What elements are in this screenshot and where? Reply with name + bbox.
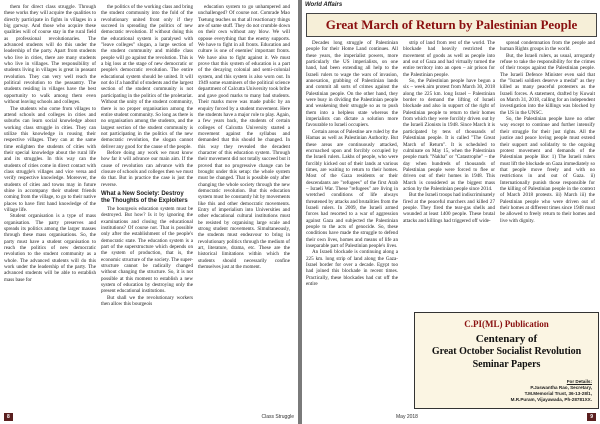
ad-publisher: C.PI(ML) Publication [464, 319, 549, 329]
section-label: World Affairs [305, 2, 343, 8]
ad-contact [511, 379, 592, 403]
page-number: 8 [4, 413, 13, 421]
ad-title-line-1: Centenary of [475, 333, 538, 345]
paragraph: Before doing any work we must know how far it will advance our main aim. If the cause of revolution can advance with the closure of schools and colleges then we must do that. But in practice the case is just the reverse. [101, 149, 193, 188]
left-column-3 [198, 4, 290, 270]
right-column-3 [500, 40, 595, 224]
section-heading: What a New Society: Destroy the Thoughts of the Exploiters [101, 190, 188, 204]
paragraph: So, the Palestinian people have no other way except to continue and further intensify their struggle for their just rights. All the justice and peace loving people must extend their support and solidarity to the ongoing protest movement and demands of the Palestinian people like: 1) The Israeli rulers must lift the blockade on Gaza immediately so that people move freely and with no restrictions in and out of Gaza. ii) Internationally punish those responsible for the killing of Palestinian people in the context of March 2018 protests. iii) March iii) the Palestinian people who were driven out of their homes at different times since 1948 must be allowed to freely return to their homes and live with dignity. [500, 116, 595, 224]
paragraph: Certain areas of Palestine are ruled by the Hamas as well as Palestinian Authority. But these areas are continuously attacked, encroached upon and forcibly occupied by the Israeli rulers. Lakhs of people, who were forcibly kicked out of their lands at various times, are waiting to return to their homes. Most of the Gaza residents or their descendants are "refugees" of the first Arab – Israeli War. These "refugees" are living in wretched conditions of life always threatened by attacks and brutalities from the Israeli rulers. In 2009, the Israeli armed forces had resorted to a war of aggression against Gaza and subjected the Palestinian people to the acts of genocide. So, these conditions have made the struggle to defend their own lives, homes and means of life an inseparable part of Palestinian people's lives. [306, 128, 398, 249]
paragraph: the politics of the working class and bring the student community into the fold of the revolutionary united front only if they succeed in spreading the politics of new democratic revolution. If without doing this the educational system is paralysed with "leave colleges" slogan, a large section of the student community and middle class people will go against the revolution. This is a big loss at the stage of new democratic or people's democratic revolution. The entire educational system should be united. It will not do if a handful of students and the largest section of the student community is not participating in the politics of the proletariat. Without the unity of the student community, there is no proper organisation among the entire student community. So long as there is no organisation among the students, and the largest section of the student community is not participating in the politics of the new democratic revolution, the slogan cannot deliver any good for the cause of the people. [101, 4, 193, 150]
paragraph: education system to go unhampered and unchallenged? Of course not. Comrade Mao Tsetung teaches us that all reactionary things are of same stuff. They do not crumble down on their own without any blow. We will oppose everything that the enemy supports. We have to fight in all fronts. Education and culture is one of enemies' important fronts. We have also to fight against it. We must prove that this system of education is a part of the decaying colonial and semi-colonial system, and this system is also worn out. In 1949 some examiners of the political science department of Calcutta University took bribe and gave good marks to many bad students. Their marks move was made public by an enquiry forced by a student movement. Here the students have a major role to play. Again, a few years back, the students of certain colleges of Calcutta University started a movement against the syllabus and demanded that this should be changed. In this way they revealed the decadent character of this education system. Through their movement did not totally succeed but it proved that no progressive change can be brought under this setup: the whole system must be changed. That is possible only after changing the whole society through the new democratic revolution. But this education system must be constantly hit by movements like this and other democratic movements. Entry of imperialism into Universities and other educational cultural institutions must be resisted by organising large scale and strong student movements. Simultaneously, the students must endeavour to bring in revolutionary politics through the medium of art, literature, drama, etc. These are the historical limitations within which the students should necessarily confine themselves just at the moment. [198, 4, 290, 271]
left-footer [4, 413, 294, 421]
paragraph: strip of land from rest of the world. The blockade had heavily restricted the movement of goods as well as people into and out of Gaza and had virtually turned the entire territory into an open – air prison for the Palestinian people. [403, 40, 495, 78]
paragraph: The bourgeois education system must be destroyed. But how? Is it by ignoring the examinations and closing the educational institutions? Of course not. That is possible only after the establishment of the people's democratic state. The education system is a part of the superstructure which depends on the system of production, that is, the economic structure of the society. The super-structure cannot be radically changed without changing the structure. So, it is not possible at this moment to establish a new system of education by destroying only the present educational institutions. [101, 205, 193, 295]
paragraph: Student organisation is a type of mass organisation. The party preserves and spreads its politics among the larger masses through these mass organisations. So, the party must have a student organisation to reach the politics of new democratic revolution to the student community as a whole. The advanced students will do this work under the leadership of the party. The advanced students will be able to establish mass base for [4, 213, 96, 283]
paragraph: The students who come from villages to attend schools and colleges in cities and suburbs can learn social knowledge about working class struggle in cities. They can utilize this knowledge in rousing their respective villages. They can at the same time enlighten the students of cities with their special knowledge about the rural life and its struggles. In this way can the students of cities come in direct contact with class struggle's villages and vice versa and verify respective knowledge. Moreover, the students of cities and towns may in future shine in accompany their student friends coming from the village, to go to their native places to have first hand knowledge of the village life. [4, 105, 96, 213]
paragraph: But, the Israeli rulers, as usual, arrogantly refuse to take the responsibility for the crimes of their troops against the Palestinian people. The Israeli Defence Minister even said that the "Israeli soldiers deserve a medal" as they killed as many peaceful protesters as the Israeli forces. A statement, drafted by Kuwait on March 31, 2018, calling for an independent investigation into the killings was blocked by the US in the UNSC. [500, 52, 595, 116]
ad-title-line-2: Great October Socialist Revolution [431, 346, 582, 357]
paragraph: Decades long struggle of Palestinian people for their Home Land continues. All these years, the imperialist powers, more particularly the US imperialists, on one hand, had been extending all help to the Israeli rulers to wage the wars of invasion, annexation, grabbing of Palestinian lands and commit all sorts of crimes against the Palestinian people. On the other hand, they were busy in dividing the Palestinian people and weakening their struggle so as to push them into a helpless state whereas the imperialists can dictate a solution more favourable to Israeli occupiers. [306, 40, 398, 129]
ad-contact-heading: For Details: [566, 379, 592, 384]
left-column-2 [101, 4, 193, 307]
ad-contact-line: M.R.Puram, Vijayawada, Ph-28781XX. [510, 397, 592, 402]
ad-contact-line: P.Jaswantha Rao, Secretary, [530, 385, 592, 390]
page-number: 9 [587, 413, 596, 421]
right-column-2 [403, 40, 495, 224]
paragraph: But the Israeli troops had indiscriminately fired at the peaceful marchers and killed 27 people. They fired the tear-gas shells and wounded at least 1400 people. These brutal attacks and killings had triggered off wide- [403, 192, 495, 224]
paragraph: spread condemnation from the people and human Rights groups in the world. [500, 40, 595, 53]
publication-advertisement [414, 312, 599, 409]
left-page [0, 0, 298, 424]
publication-name: Class Struggle [261, 414, 294, 420]
ad-title-line-3: Seminar Papers [472, 359, 541, 370]
left-column-1 [4, 4, 96, 283]
paragraph: So, the Palestinian people have begun a six – week aim protest from March 30, 2018 along the 225 km. long Israel – Palestinian border to demand the lifting of Israeli blockade and also in support of the right of Palestinian people to return to their homes from which they were forcibly driven out by the Israeli Zionists in 1948. Since March it is participated by tens of thousands of Palestinian people. It is called "The Great March of Return". It is scheduled to culminate on May 15, when the Palestinian people mark "Nakba" or "Catastrophe" – the day when hundreds of thousands of Palestinian people were forced to flee or driven out of their homes in 1948. This March is considered as the biggest mass action by the Palestinian people since 2014. [403, 78, 495, 192]
right-page [302, 0, 600, 424]
ad-contact-line: T.M.Memorial Trust, 36-13-28/1, [524, 391, 592, 396]
paragraph: them for direct class struggle. Through these works they will acquire the qualities to directly participate in fights in villages in a big garway. And those who acquire these qualities will of course stay in the rural field as professional revolutionaries. The advanced students will do this under the leadership of the party. Apart from students who live in cities, there are many students who live in villages. The responsibility of students living in villages is great in peasant revolution. They can very well reach the political revolution to the peasantry. The students residing in villages have the best opportunity to walk among them even without leaving schools and colleges. [4, 4, 96, 106]
article-title: Great March of Return by Palestinian People [306, 13, 597, 37]
right-column-1 [306, 40, 398, 287]
paragraph: But shall we the revolutionary workers then allow this bourgeois [101, 294, 193, 308]
paragraph: An Israeli blockade is continuing along a 225 km. long strip of land along the Gaza-Israel border for over a decade. Egypt too had joined this blockade in recent times. Practically, these blockades had cut off the entire [306, 249, 398, 288]
right-footer [306, 413, 596, 421]
issue-date: May 2018 [396, 414, 418, 420]
